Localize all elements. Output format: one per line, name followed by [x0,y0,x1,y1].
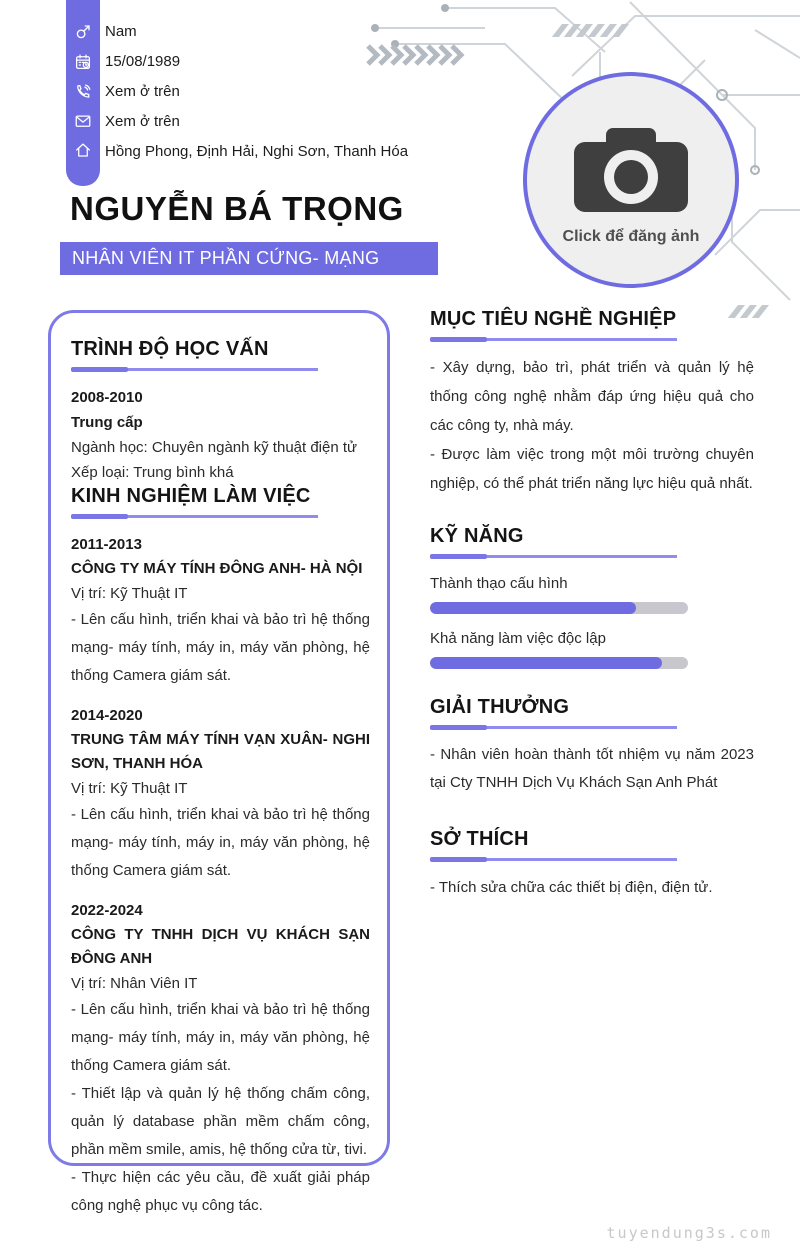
job-position: Vị trí: Kỹ Thuật IT [71,780,188,797]
left-column-box [48,310,390,1214]
skills-heading: KỸ NĂNG [430,525,524,547]
hobbies-section [430,828,754,902]
job-position: Vị trí: Kỹ Thuật IT [71,585,188,602]
job-entry [71,703,370,885]
mail-icon [74,112,92,130]
job-position: Vị trí: Nhân Viên IT [71,975,198,992]
education-heading: TRÌNH ĐỘ HỌC VẤN [71,338,269,360]
job-desc: - Lên cấu hình, triển khai và bảo trì hệ thống mạng- máy tính, máy in, máy văn phòng, hệ thống Camera giám sát. [71,806,370,879]
heading-underline [430,554,677,559]
skill-bar [430,602,688,614]
education-entry [71,385,370,485]
contact-icon-bar [66,0,100,186]
contact-address: Hồng Phong, Định Hải, Nghi Sơn, Thanh Hóa [105,143,409,160]
job-company: CÔNG TY MÁY TÍNH ĐÔNG ANH- HÀ NỘI [71,560,363,577]
education-period: 2008-2010 [71,389,143,406]
right-column [430,308,754,902]
heading-underline [430,337,677,342]
calendar-icon [74,53,92,71]
heading-underline [71,367,318,372]
contact-email: Xem ở trên [105,113,180,130]
job-desc: - Lên cấu hình, triển khai và bảo trì hệ thống mạng- máy tính, máy in, máy văn phòng, hệ thống Camera giám sát. [71,611,370,684]
job-title-bar [60,242,438,275]
experience-heading: KINH NGHIỆM LÀM VIỆC [71,485,311,507]
skill-label: Khả năng làm việc độc lập [430,630,606,647]
skill-label: Thành thạo cấu hình [430,575,568,592]
skill-bar-fill [430,602,636,614]
gender-icon [74,23,92,41]
phone-icon [74,83,92,101]
skill-bar [430,657,688,669]
job-desc: - Lên cấu hình, triển khai và bảo trì hệ thống mạng- máy tính, máy in, máy văn phòng, hệ thống Camera giám sát. [71,1001,370,1074]
objective-item: - Xây dựng, bảo trì, phát triển và quản lý hệ thống công nghệ nhằm đáp ứng hiệu quả cho các công ty, nhà máy. [430,359,754,434]
job-company: CÔNG TY TNHH DỊCH VỤ KHÁCH SẠN ĐÔNG ANH [71,926,370,967]
contact-birthday: 15/08/1989 [105,53,181,70]
candidate-name: NGUYỄN BÁ TRỌNG [70,190,404,227]
home-icon [74,141,92,159]
job-company: TRUNG TÂM MÁY TÍNH VẠN XUÂN- NGHI SƠN, THANH HÓA [71,731,370,772]
site-watermark: tuyendung3s.com [606,1224,772,1242]
job-period: 2011-2013 [71,536,142,553]
job-title: NHÂN VIÊN IT PHẦN CỨNG- MẠNG [72,248,380,268]
job-period: 2022-2024 [71,902,143,919]
job-period: 2014-2020 [71,707,143,724]
contact-phone: Xem ở trên [105,83,180,100]
awards-heading: GIẢI THƯỞNG [430,696,570,718]
camera-icon [570,120,692,220]
photo-upload-caption: Click để đăng ảnh [562,228,700,245]
skill-bar-fill [430,657,662,669]
photo-upload-placeholder[interactable] [523,72,739,288]
heading-underline [430,725,677,730]
education-degree: Trung cấp [71,414,143,431]
heading-underline [430,857,677,862]
heading-underline [71,514,318,519]
award-item: - Nhân viên hoàn thành tốt nhiệm vụ năm 2023 tại Cty TNHH Dịch Vụ Khách Sạn Anh Phát [430,746,754,791]
job-entry [71,532,370,690]
job-entry [71,898,370,1220]
contact-gender: Nam [105,23,137,40]
hobbies-heading: SỞ THÍCH [430,828,529,850]
hobby-item: - Thích sửa chữa các thiết bị điện, điện tử. [430,879,713,896]
objective-section [430,308,754,498]
job-desc: - Thiết lập và quản lý hệ thống chấm công, quản lý database phần mềm chấm công, phần mềm smile, amis, hệ thống cửa từ, tivi. [71,1085,370,1158]
awards-section [430,696,754,797]
objective-item: - Được làm việc trong một môi trường chuyên nghiệp, có thể phát triển năng lực hiệu quả nhất. [430,446,754,492]
education-major: Ngành học: Chuyên ngành kỹ thuật điện tử [71,439,358,456]
skills-section [430,525,754,669]
objective-heading: MỤC TIÊU NGHỀ NGHIỆP [430,308,677,330]
job-desc: - Thực hiện các yêu cầu, đề xuất giải pháp công nghệ phục vụ công tác. [71,1169,370,1214]
education-grade: Xếp loại: Trung bình khá [71,464,234,481]
